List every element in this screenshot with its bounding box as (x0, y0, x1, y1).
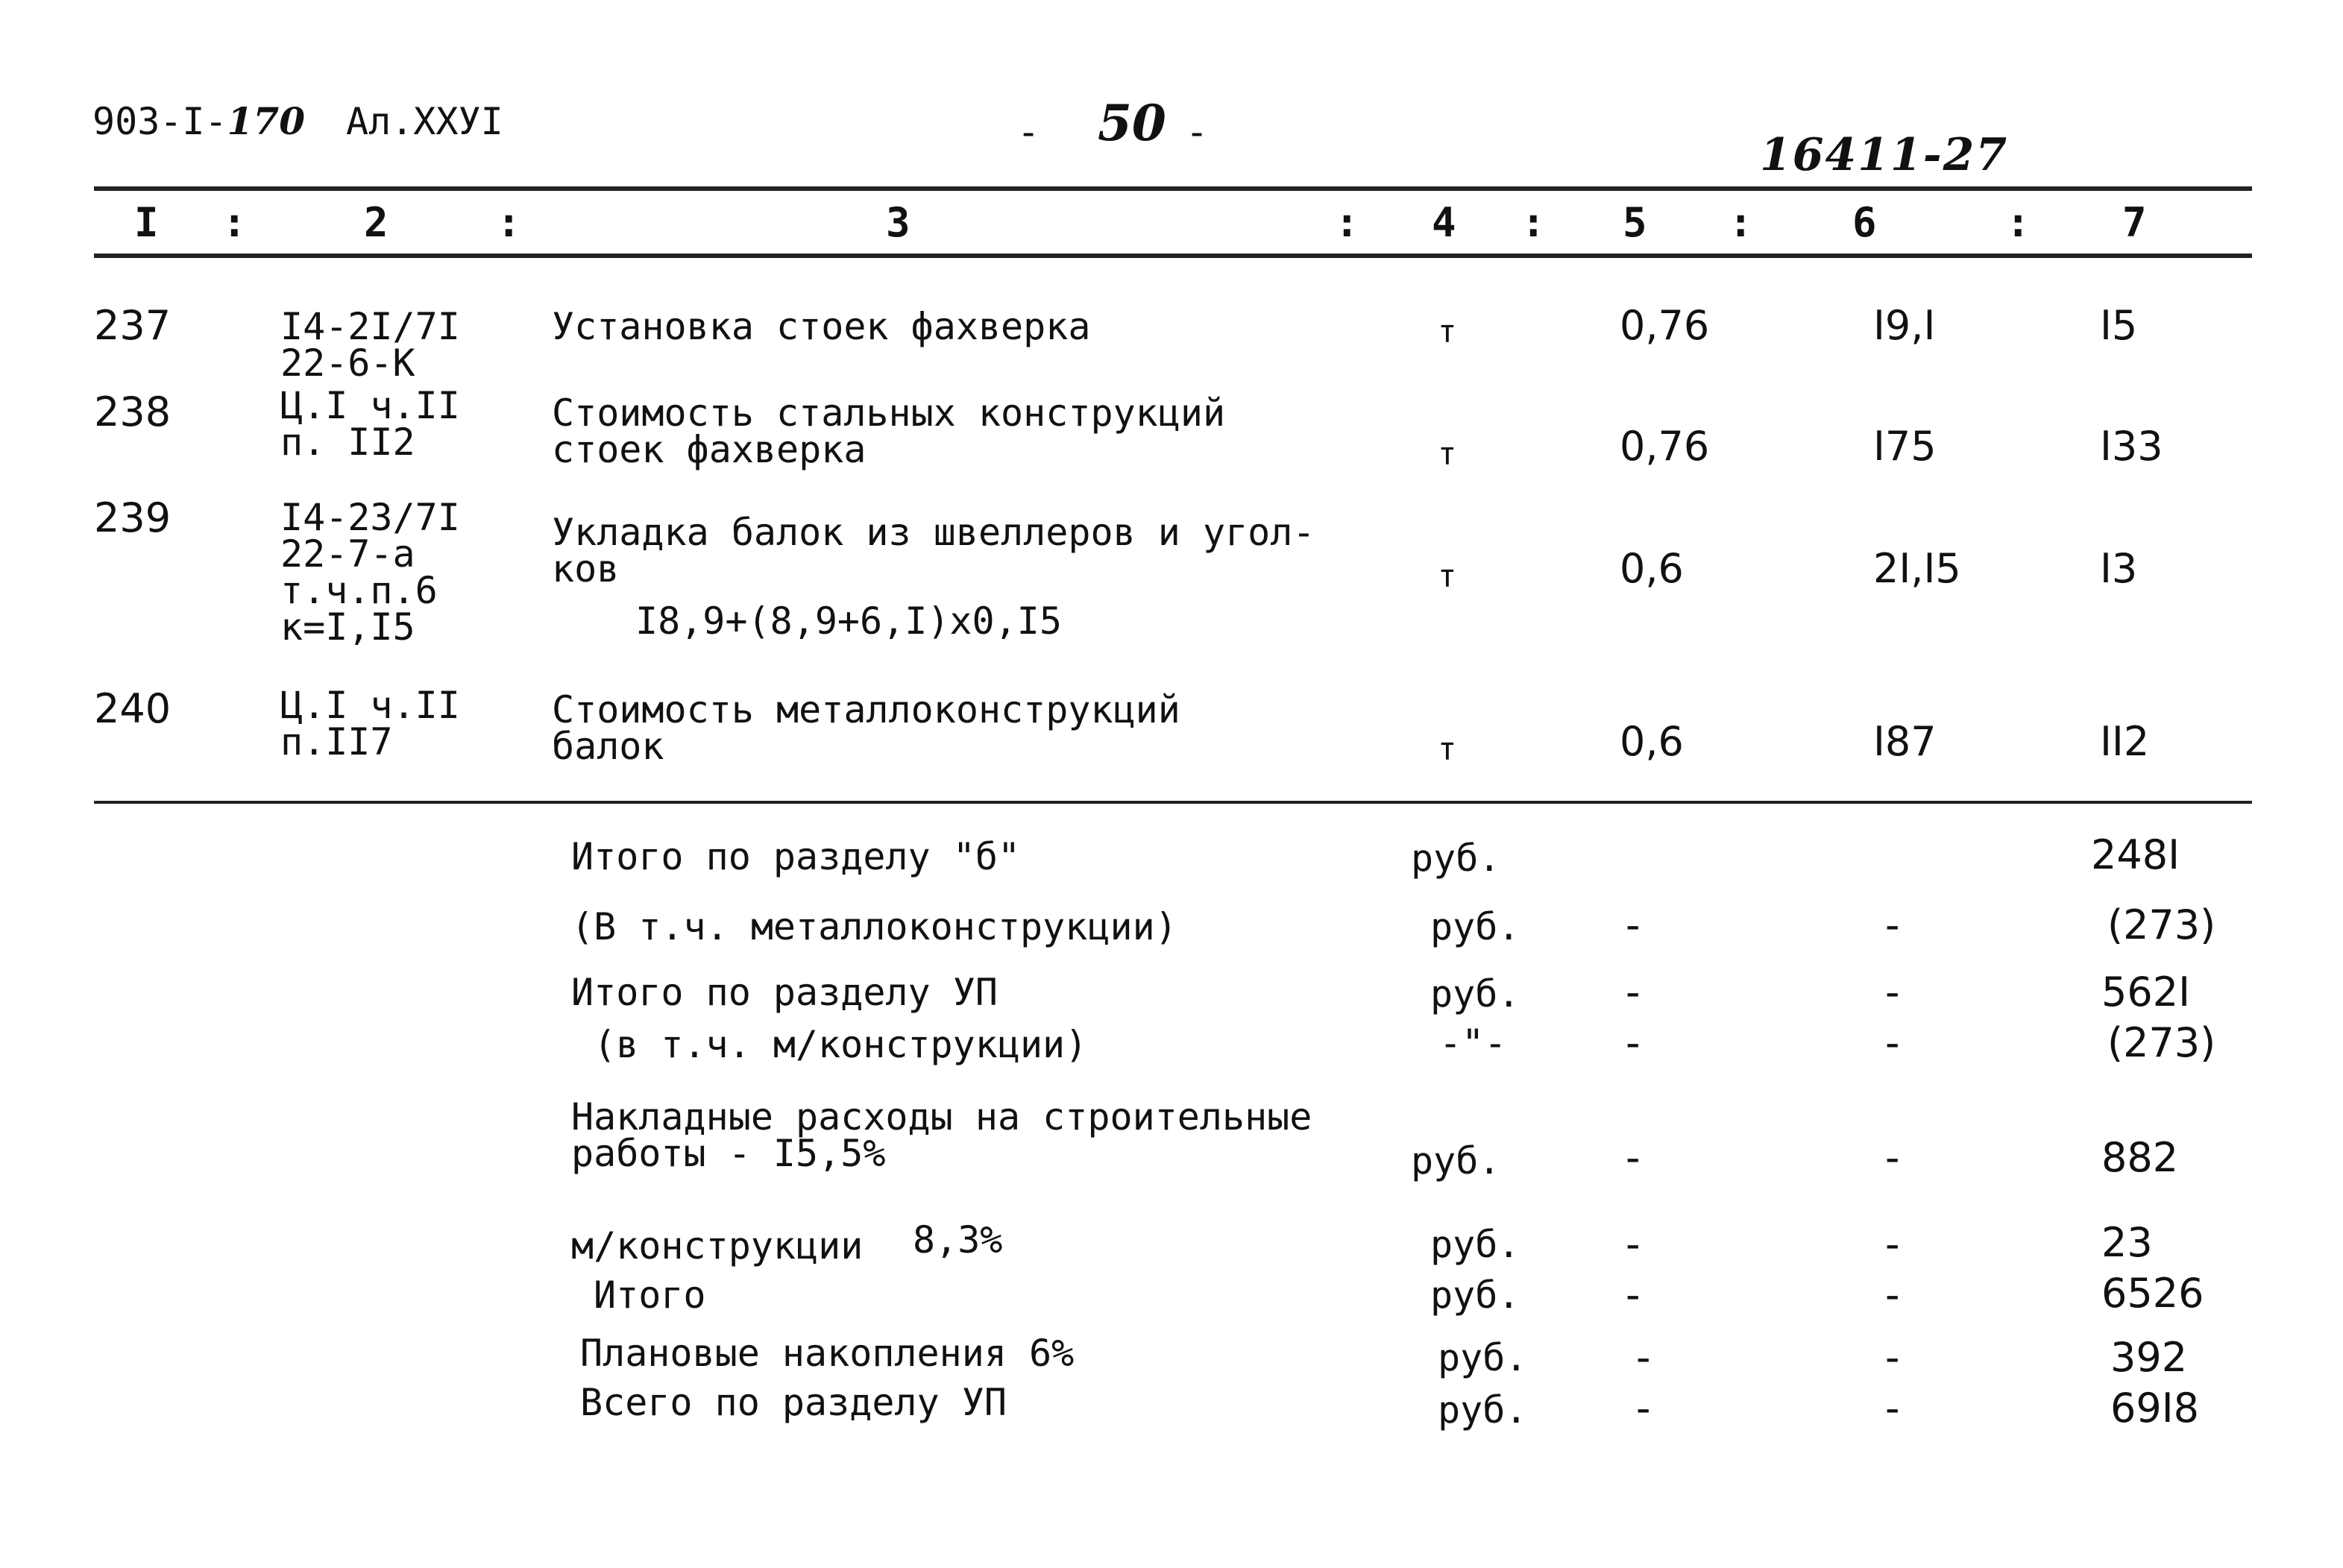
row-number: 237 (94, 302, 172, 349)
total-amount: 392 (2110, 1334, 2188, 1381)
total-label-line: Накладные расходы на строительные (571, 1095, 1312, 1139)
total-label: (в т.ч. м/конструкции) (594, 1023, 1088, 1066)
total-col5: - (1626, 1221, 1641, 1268)
total-unit: руб. (1411, 1139, 1501, 1183)
total-label-rate: 8,3% (913, 1218, 1003, 1262)
total-amount: 69I8 (2110, 1385, 2199, 1432)
total-col5: - (1626, 1134, 1641, 1181)
row-description (552, 688, 1180, 768)
total-label: Итого по разделу УП (571, 971, 998, 1014)
row-total: I3 (2100, 545, 2138, 592)
col-header-3: 3 (886, 199, 911, 246)
page-dash-right: - (1186, 110, 1209, 154)
row-total: I33 (2100, 423, 2163, 470)
description-line: Установка стоек фахверка (552, 305, 1091, 348)
document-code-handwritten: 170 (227, 99, 305, 143)
total-col6: - (1885, 969, 1900, 1016)
header-bottom-rule (94, 254, 2252, 258)
total-unit: -"- (1439, 1021, 1507, 1065)
col-separator: : (1335, 199, 1359, 246)
reference-line: к=I,I5 (280, 605, 415, 649)
total-col5: - (1626, 1019, 1641, 1066)
row-number: 238 (94, 388, 172, 435)
total-col6: - (1885, 1271, 1900, 1318)
col-header-2: 2 (364, 199, 389, 246)
description-line: Стоимость металлоконструкций (552, 688, 1180, 731)
reference-line: 22-6-К (280, 341, 415, 385)
total-amount: (273) (2107, 1019, 2216, 1066)
total-amount: 23 (2101, 1219, 2153, 1266)
total-col6: - (1885, 1019, 1900, 1066)
row-quantity: 0,76 (1620, 302, 1710, 349)
row-total: I5 (2100, 302, 2138, 349)
description-line: Стоимость стальных конструкций (552, 391, 1226, 435)
col-header-4: 4 (1432, 199, 1456, 246)
total-label-line: работы - I5,5% (571, 1132, 886, 1175)
reference-line: I4-23/7I (280, 496, 460, 539)
total-unit: руб. (1438, 1388, 1528, 1432)
total-amount: 248I (2091, 831, 2180, 878)
page-number: 50 (1098, 94, 1166, 152)
col-separator: : (1521, 199, 1546, 246)
table-top-rule (94, 186, 2252, 191)
col-header-7: 7 (2122, 199, 2147, 246)
total-unit: руб. (1430, 972, 1520, 1016)
total-col5: - (1626, 969, 1641, 1016)
row-formula: I8,9+(8,9+6,I)х0,I5 (635, 599, 1062, 643)
page-dash-left: - (1017, 110, 1040, 154)
total-amount: 6526 (2101, 1270, 2204, 1317)
reference-line: Ц.I ч.II (280, 384, 460, 427)
row-unit-price: I75 (1873, 423, 1937, 470)
row-total: II2 (2100, 718, 2150, 765)
total-unit: руб. (1438, 1336, 1528, 1379)
row-reference (280, 305, 460, 385)
row-quantity: 0,76 (1620, 423, 1710, 470)
reference-line: I4-2I/7I (280, 305, 460, 348)
description-line: ков (552, 547, 620, 591)
description-line: балок (552, 725, 664, 768)
row-quantity: 0,6 (1620, 718, 1684, 765)
total-amount: 562I (2101, 969, 2190, 1016)
row-unit-price: I87 (1873, 718, 1937, 765)
total-label: Итого (594, 1273, 706, 1317)
total-col5: - (1636, 1385, 1651, 1432)
col-separator: : (1729, 199, 1753, 246)
total-col6: - (1885, 1134, 1900, 1181)
reference-line: 22-7-а (280, 532, 415, 576)
row-unit: т (1438, 435, 1457, 472)
album-number: Ал.XXУI (346, 100, 503, 143)
row-description (552, 391, 1226, 471)
document-code-printed: 903-I- (92, 100, 227, 143)
row-unit: т (1438, 731, 1457, 767)
row-description (552, 305, 1091, 348)
total-col6: - (1885, 1385, 1900, 1432)
row-quantity: 0,6 (1620, 545, 1684, 592)
reference-line: п. II2 (280, 421, 415, 464)
total-amount: (273) (2107, 901, 2216, 948)
col-header-1: I (134, 199, 159, 246)
total-col5: - (1636, 1334, 1651, 1381)
total-col5: - (1626, 1271, 1641, 1318)
total-col6: - (1885, 901, 1900, 948)
inventory-number: 16411-27 (1760, 129, 2009, 181)
total-col5: - (1626, 901, 1641, 948)
row-number: 240 (94, 685, 172, 732)
table-bottom-rule (94, 801, 2252, 804)
total-unit: руб. (1430, 1273, 1520, 1317)
col-separator: : (497, 199, 521, 246)
row-unit-price: I9,I (1873, 302, 1936, 349)
total-label: Итого по разделу "б" (571, 835, 1021, 878)
total-label: Всего по разделу УП (580, 1381, 1007, 1424)
reference-line: п.II7 (280, 720, 393, 763)
reference-line: Ц.I ч.II (280, 684, 460, 727)
document-code (92, 99, 305, 143)
reference-line: т.ч.п.6 (280, 569, 438, 612)
row-reference (280, 384, 460, 464)
total-unit: руб. (1430, 905, 1520, 948)
row-reference (280, 684, 460, 763)
col-header-6: 6 (1852, 199, 1877, 246)
total-amount: 882 (2101, 1134, 2179, 1181)
col-separator: : (222, 199, 247, 246)
total-unit: руб. (1411, 837, 1501, 880)
row-number: 239 (94, 494, 172, 541)
row-unit: т (1438, 313, 1457, 350)
col-header-5: 5 (1623, 199, 1647, 246)
row-unit-price: 2I,I5 (1873, 545, 1961, 592)
total-label: (В т.ч. металлоконструкции) (571, 905, 1177, 948)
description-line: Укладка балок из швеллеров и угол- (552, 511, 1315, 554)
total-label (571, 1095, 1312, 1175)
total-label: м/конструкции (571, 1224, 864, 1268)
row-description (552, 511, 1315, 591)
total-col6: - (1885, 1334, 1900, 1381)
total-unit: руб. (1430, 1223, 1520, 1266)
total-col6: - (1885, 1221, 1900, 1268)
row-reference (280, 496, 460, 649)
total-label: Плановые накопления 6% (580, 1332, 1075, 1375)
row-unit: т (1438, 558, 1457, 594)
col-separator: : (2006, 199, 2031, 246)
description-line: стоек фахверка (552, 428, 867, 471)
